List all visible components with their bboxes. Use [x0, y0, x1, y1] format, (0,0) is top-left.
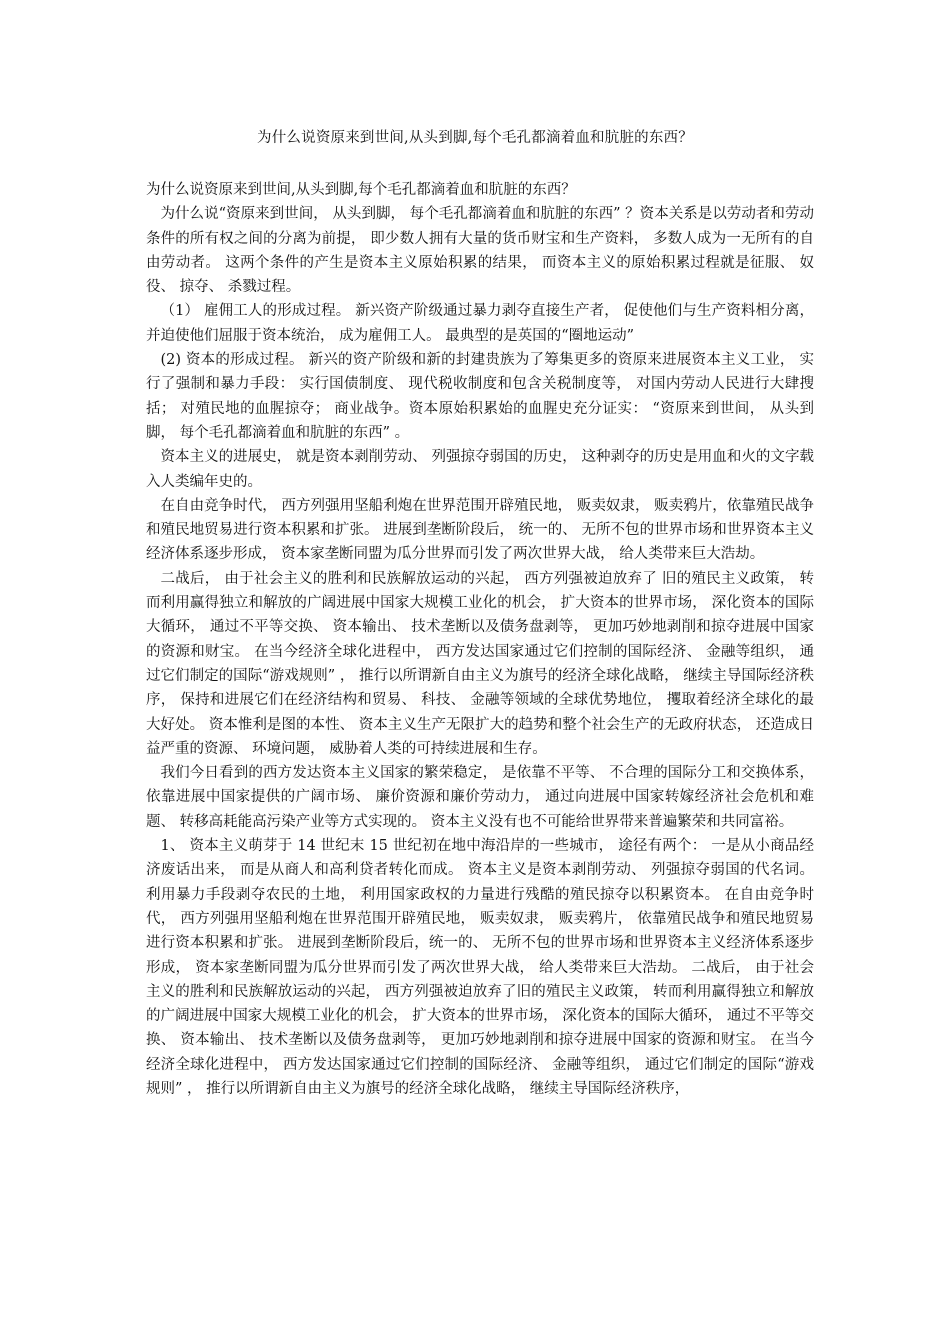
document-body [146, 178, 814, 1101]
paragraph-prosperity: 我们今日看到的西方发达资本主义国家的繁荣稳定， 是依靠不平等、 不合理的国际分工和交换体系， 依靠进展中国家提供的广阔市场、 廉价资源和廉价劳动力， 通过向进展中国家转嫁经济社会危机和难题、 转移高耗能高污染产业等方式实现的。 资本主义没有也不可能给世界带来普遍繁荣和共同富裕。 [146, 765, 814, 830]
paragraph-wage-labor: （1） 雇佣工人的形成过程。 新兴资产阶级通过暴力剥夺直接生产者， 促使他们与生产资料相分离， 并迫使他们屈服于资本统治， 成为雇佣工人。 最典型的是英国的“圈地运动” [146, 303, 814, 344]
paragraph-intro: 为什么说“资原来到世间， 从头到脚， 每个毛孔都滴着血和肮脏的东西” ？资本关系是以劳动者和劳动条件的所有权之间的分离为前提， 即少数人拥有大量的货币财宝和生产资料， 多数人成为一无所有的自由劳动者。 这两个条件的产生是资本主义原始积累的结果， 而资本主义的原始积累过程就是征服、 奴役、 掠夺、 杀戮过程。 [146, 206, 814, 296]
paragraph-capital-formation: (2) 资本的形成过程。 新兴的资产阶级和新的封建贵族为了筹集更多的资原来进展资本主义工业， 实行了强制和暴力手段： 实行国债制度、 现代税收制度和包含关税制度等， 对国内劳动人民进行大肆搜括； 对殖民地的血腥掠夺； 商业战争。资本原始积累始的血腥史充分证实： “资原来到世间， 从头到脚， 每个毛孔都滴着血和肮脏的东西” 。 [146, 352, 814, 441]
paragraph-summary: 1、 资本主义萌芽于 14 世纪末 15 世纪初在地中海沿岸的一些城市， 途径有两个： 一是从小商品经济废话出来， 而是从商人和高利贷者转化而成。 资本主义是资本剥削劳动、 列强掠夺弱国的代名词。 利用暴力手段剥夺农民的土地， 利用国家政权的力量进行残酷的殖民掠夺以积累资本。 在自由竞争时代， 西方列强用坚船利炮在世界范围开辟殖民地， 贩卖奴隶， 贩卖鸦片， 依靠殖民战争和殖民地贸易进行资本积累和扩张。 进展到垄断阶段后，统一的、 无所不包的世界市场和世界资本主义经济体系逐步形成， 资本家垄断同盟为瓜分世界而引发了两次世界大战， 给人类带来巨大浩劫。 二战后， 由于社会主义的胜利和民族解放运动的兴起， 西方列强被迫放弃了旧的殖民主义政策， 转而利用赢得独立和解放的广阔进展中国家大规模工业化的机会， 扩大资本的世界市场， 深化资本的国际大循环， 通过不平等交换、 资本输出、 技术垄断以及债务盘剥等， 更加巧妙地剥削和掠夺进展中国家的资源和财宝。 在当今经济全球化进程中， 西方发达国家通过它们控制的国际经济、 金融等组织， 通过它们制定的国际“游戏规则” ， 推行以所谓新自由主义为旗号的经济全球化战略， 继续主导国际经济秩序， [146, 838, 814, 1097]
paragraph-free-competition: 在自由竞争时代， 西方列强用坚船利炮在世界范围开辟殖民地， 贩卖奴隶， 贩卖鸦片，依靠殖民战争和殖民地贸易进行资本积累和扩张。 进展到垄断阶段后， 统一的、 无所不包的世界市场和世界资本主义经济体系逐步形成， 资本家垄断同盟为瓜分世界而引发了两次世界大战， 给人类带来巨大浩劫。 [146, 497, 814, 563]
paragraph-history: 资本主义的进展史， 就是资本剥削劳动、 列强掠夺弱国的历史， 这种剥夺的历史是用血和火的文字载入人类编年史的。 [146, 449, 814, 490]
body-heading: 为什么说资原来到世间,从头到脚,每个毛孔都滴着血和肮脏的东西？ [146, 182, 576, 198]
paragraph-postwar: 二战后， 由于社会主义的胜利和民族解放运动的兴起， 西方列强被迫放弃了 旧的殖民主义政策， 转而利用赢得独立和解放的广阔进展中国家大规模工业化的机会， 扩大资本的世界市场， 深化资本的国际大循环， 通过不平等交换、 资本输出、 技术垄断以及债务盘剥等， 更加巧妙地剥削和掠夺进展中国家的资源和财宝。 在当今经济全球化进程中， 西方发达国家通过它们控制的国际经济、 金融等组织， 通过它们制定的国际“游戏规则” ， 推行以所谓新自由主义为旗号的经济全球化战略， 继续主导国际经济秩序， 保持和进展它们在经济结构和贸易、 科技、 金融等领域的全球优势地位， 攫取着经济全球化的最大好处。 资本惟利是图的本性、 资本主义生产无限扩大的趋势和整个社会生产的无政府状态， 还造成日益严重的资源、 环境问题， 威胁着人类的可持续进展和生存。 [146, 570, 814, 757]
document-title: 为什么说资原来到世间,从头到脚,每个毛孔都滴着血和肮脏的东西？ [257, 130, 693, 146]
